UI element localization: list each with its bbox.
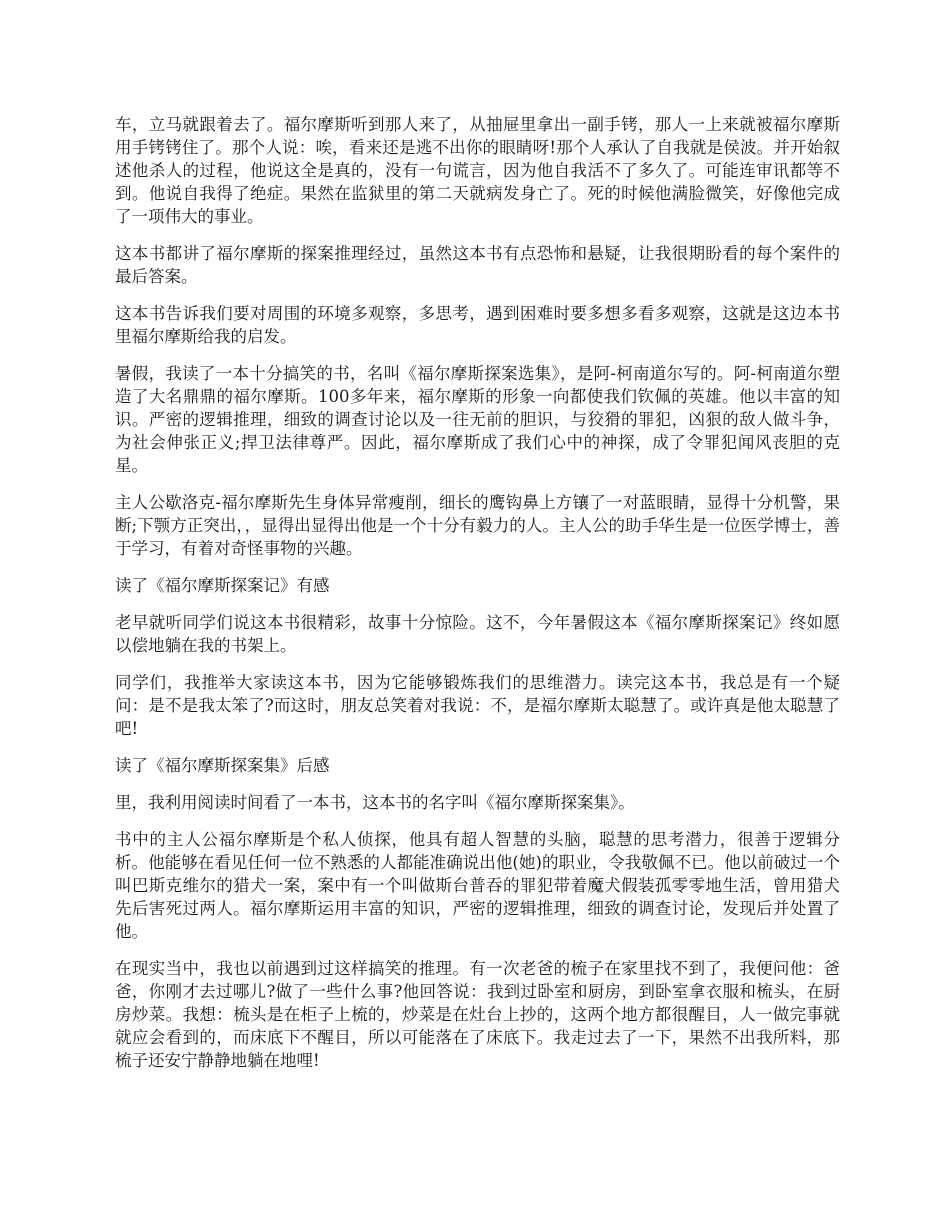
document-body [115,113,840,1086]
paragraph-8: 同学们，我推举大家读这本书，因为它能够锻炼我们的思维潜力。读完这本书，我总是有一个疑问：是不是我太笨了?而这时，朋友总笑着对我说：不，是福尔摩斯太聪慧了。或许真是他太聪慧了吧! [115,673,840,738]
paragraph-1: 车，立马就跟着去了。福尔摩斯听到那人来了，从抽屉里拿出一副手铐，那人一上来就被福尔摩斯用手铐铐住了。那个人说：唉，看来还是逃不出你的眼睛呀!那个人承认了自我就是侯波。并开始叙述他杀人的过程，他说这全是真的，没有一句谎言，因为他自我活不了多久了。可能连审讯都等不到。他说自我得了绝症。果然在监狱里的第二天就病发身亡了。死的时候他满脸微笑，好像他完成了一项伟大的事业。 [115,115,840,226]
paragraph-11: 书中的主人公福尔摩斯是个私人侦探，他具有超人智慧的头脑，聪慧的思考潜力，很善于逻辑分析。他能够在看见任何一位不熟悉的人都能准确说出他(她)的职业，令我敬佩不已。他以前破过一个叫巴斯克维尔的猎犬一案，案中有一个叫做斯台普吞的罪犯带着魔犬假装孤零零地生活，曾用猎犬先后害死过两人。福尔摩斯运用丰富的知识，严密的逻辑推理，细致的调查讨论，发现后并处置了他。 [115,830,840,941]
section-heading-1: 读了《福尔摩斯探案记》有感 [115,576,330,595]
paragraph-3: 这本书告诉我们要对周围的环境多观察，多思考，遇到困难时要多想多看多观察，这就是这边本书里福尔摩斯给我的启发。 [115,304,840,346]
paragraph-2: 这本书都讲了福尔摩斯的探案推理经过，虽然这本书有点恐怖和悬疑，让我很期盼看的每个案件的最后答案。 [115,244,840,286]
paragraph-7: 老早就听同学们说这本书很精彩，故事十分惊险。这不，今年暑假这本《福尔摩斯探案记》终如愿以偿地躺在我的书架上。 [115,613,840,655]
paragraph-4: 暑假，我读了一本十分搞笑的书，名叫《福尔摩斯探案选集》，是阿-柯南道尔写的。阿-柯南道尔塑造了大名鼎鼎的福尔摩斯。100多年来，福尔摩斯的形象一向都使我们钦佩的英雄。他以丰富的知识。严密的逻辑推理，细致的调查讨论以及一往无前的胆识，与狡猾的罪犯，凶狠的敌人做斗争，为社会伸张正义;捍卫法律尊严。因此，福尔摩斯成了我们心中的神探，成了令罪犯闻风丧胆的克星。 [115,364,840,475]
section-heading-2: 读了《福尔摩斯探案集》后感 [115,756,330,775]
paragraph-12: 在现实当中，我也以前遇到过这样搞笑的推理。有一次老爸的梳子在家里找不到了，我便问他：爸爸，你刚才去过哪儿?做了一些什么事?他回答说：我到过卧室和厨房，到卧室拿衣服和梳头，在厨房炒菜。我想：梳头是在柜子上梳的，炒菜是在灶台上抄的，这两个地方都很醒目，人一做完事就就应会看到的，而床底下不醒目，所以可能落在了床底下。我走过去了一下，果然不出我所料，那梳子还安宁静静地躺在地哩! [115,959,840,1070]
paragraph-5: 主人公歇洛克-福尔摩斯先生身体异常瘦削，细长的鹰钩鼻上方镶了一对蓝眼睛，显得十分机警，果断;下颚方正突出，，显得出显得出他是一个十分有毅力的人。主人公的助手华生是一位医学博士，善于学习，有着对奇怪事物的兴趣。 [115,493,840,558]
paragraph-10: 里，我利用阅读时间看了一本书，这本书的名字叫《福尔摩斯探案集》。 [115,793,635,812]
